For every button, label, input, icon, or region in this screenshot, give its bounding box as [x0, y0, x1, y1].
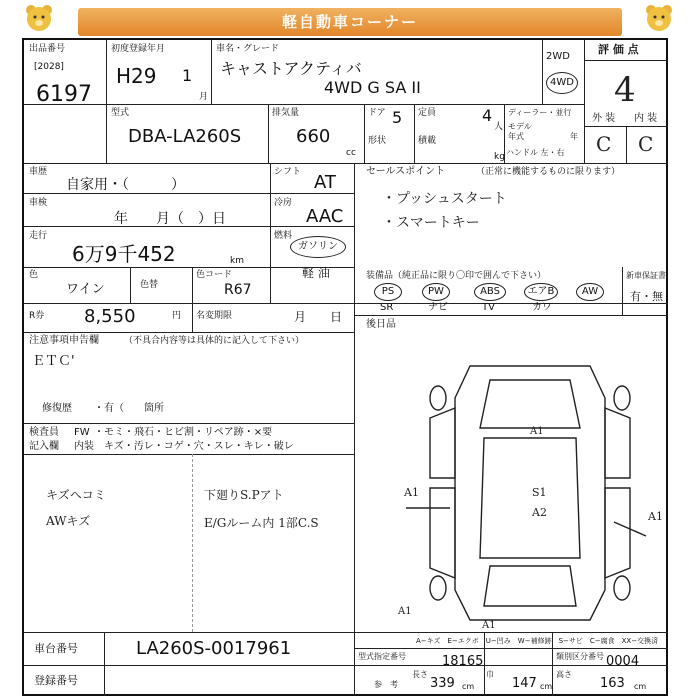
- diagram-mark-1: A1: [530, 426, 544, 437]
- equip-aw: AW: [576, 283, 604, 301]
- diagram-mark-s1: S1: [532, 486, 547, 499]
- lot-sub: [2028]: [34, 62, 64, 72]
- check-interior: 内装: [74, 441, 94, 452]
- sales-line-1: ・プッシュスタート: [382, 191, 507, 207]
- inspector-note-left-2: AWキズ: [46, 514, 91, 528]
- equip-sr: SR: [380, 302, 394, 313]
- lot-number: 6197: [36, 82, 92, 107]
- ac-label: 冷房: [274, 198, 293, 208]
- mileage-label: 走行: [29, 231, 48, 241]
- fuel-label: 燃料: [274, 231, 293, 241]
- inspector-note-left-1: キズヘコミ: [46, 488, 106, 502]
- sales-note: （正常に機能するものに限ります）: [476, 167, 621, 177]
- equip-pw: PW: [422, 283, 450, 301]
- chassis-value: LA260S-0017961: [136, 638, 292, 659]
- dealer-model-label: モデル: [508, 122, 532, 131]
- wid-value: 147: [512, 676, 537, 691]
- header-title: 軽自動車コーナー: [281, 13, 418, 31]
- wid-label: 巾: [486, 670, 494, 679]
- fuel-diesel: 軽 油: [302, 266, 330, 280]
- int-label: 内 装: [634, 113, 658, 124]
- equip-leather: カワ: [532, 302, 552, 313]
- rating-score: 4: [614, 70, 636, 110]
- repair-label: 修復歴: [42, 403, 72, 414]
- inspector-note-right-2: E/Gルーム内 1部C.S: [204, 516, 319, 530]
- ac-value: AAC: [306, 206, 344, 227]
- shift-label: シフト: [274, 167, 302, 177]
- color-code-label: 色コード: [196, 270, 233, 280]
- reg-label: 登録番号: [34, 674, 78, 687]
- class-label: 類別区分番号: [556, 652, 604, 661]
- diagram-mark-a2: A2: [532, 506, 547, 519]
- class-value: 0004: [606, 654, 640, 669]
- type-value: 18165: [442, 654, 484, 669]
- hei-value: 163: [600, 676, 625, 691]
- repair-value: ・有（ 箇所: [94, 403, 164, 414]
- handle-label: ハンドル 左・右: [506, 148, 565, 157]
- disp-unit: cc: [346, 148, 356, 158]
- notes-hint: （不具合内容等は具体的に記入して下さい）: [124, 336, 305, 346]
- capacity-unit: 人: [494, 122, 504, 132]
- auction-sheet: [22, 38, 668, 696]
- car-label: 車名・グレード: [216, 44, 280, 54]
- disp-label: 排気量: [272, 108, 300, 118]
- hei-unit: cm: [634, 682, 647, 691]
- bear-logo-right: [642, 2, 676, 36]
- int-score: C: [638, 132, 654, 156]
- warranty-label: 新車保証書: [626, 271, 666, 280]
- dealer-year-unit: 年: [570, 132, 578, 141]
- equip-tv: TV: [482, 302, 495, 313]
- notes-label: 注意事項申告欄: [29, 335, 99, 346]
- spec-ref: 参 考: [374, 680, 398, 689]
- disp-value: 660: [296, 126, 331, 147]
- inspection-value: 年 月（ ）日: [114, 211, 226, 227]
- car-name: キャストアクティバ: [220, 59, 362, 78]
- notes-text: ＥＴＣ': [32, 354, 75, 369]
- len-unit: cm: [462, 682, 475, 691]
- chassis-label: 車台番号: [34, 642, 78, 655]
- drive-2wd-label: 2WD: [546, 51, 570, 62]
- diagram-legend: A−キズ E−エクボ U−凹み W−補修跡 S−サビ C−腐食 XX−交換済: [416, 637, 659, 645]
- warranty-value: 有・無: [630, 290, 663, 303]
- bear-logo-left: [22, 2, 56, 36]
- name-change-value: 月 日: [294, 310, 343, 324]
- doors-label: ドア: [368, 108, 386, 118]
- shape-label: 形状: [368, 136, 387, 146]
- doors-value: 5: [392, 108, 403, 127]
- recycle-value: 8,550: [84, 306, 136, 327]
- equip-abs: ABS: [474, 283, 506, 301]
- mileage-value: 6万9千452: [72, 242, 176, 266]
- car-damage-diagram: [400, 358, 660, 630]
- type-label: 型式指定番号: [358, 652, 406, 661]
- mileage-unit: km: [230, 256, 244, 266]
- header-bar: [78, 8, 622, 36]
- first-reg-unit: 月: [199, 92, 209, 102]
- color-value: ワイン: [66, 282, 105, 297]
- lot-label: 出品番号: [29, 44, 66, 54]
- recycle-label: R券: [29, 311, 45, 321]
- first-reg-era: H29: [116, 64, 157, 88]
- model-label: 型式: [111, 108, 130, 118]
- dealer-year-label: 年式: [508, 132, 524, 141]
- rear-label: 後日品: [366, 319, 396, 330]
- diagram-mark-3: A1: [648, 510, 663, 523]
- color-label: 色: [29, 270, 39, 280]
- capacity-label: 定員: [418, 108, 437, 118]
- equip-label: 装備品（純正品に限り〇印で囲んで下さい）: [366, 271, 547, 281]
- diagram-mark-2: A1: [404, 486, 419, 499]
- usage-value: 自家用・（ ）: [66, 177, 185, 193]
- diagram-mark-4: A1: [398, 606, 412, 617]
- color-code: R67: [224, 282, 252, 298]
- shift-value: AT: [314, 172, 336, 193]
- first-reg-month: 1: [182, 66, 193, 85]
- equip-ps: PS: [374, 283, 402, 301]
- name-change-label: 名変期限: [196, 311, 233, 321]
- load-label: 積載: [418, 136, 437, 146]
- check-row-1: ・モミ・飛石・ヒビ割・リペア跡・×要: [94, 427, 273, 438]
- car-grade: 4WD G SA II: [324, 78, 421, 97]
- equip-navi: ナビ: [428, 302, 448, 313]
- recycle-unit: 円: [172, 311, 182, 321]
- fuel-gas-circle: ガソリン: [290, 236, 346, 258]
- sales-line-2: ・スマートキー: [382, 215, 480, 231]
- drive-4wd-circle: 4WD: [546, 72, 578, 94]
- inspector-note-right-1: 下廻りS.Pアト: [204, 488, 284, 502]
- color-change-label: 色替: [140, 280, 159, 290]
- capacity-value: 4: [482, 106, 493, 125]
- first-reg-label: 初度登録年月: [111, 44, 166, 54]
- hei-label: 高さ: [556, 670, 572, 679]
- check-label-2: 記入欄: [29, 441, 59, 452]
- dealer-label: ディーラー・並行: [508, 108, 572, 117]
- inspection-label: 車検: [29, 198, 48, 208]
- sales-label: セールスポイント: [366, 166, 446, 177]
- equip-airbag: エアB: [524, 283, 558, 301]
- usage-label: 車歴: [29, 167, 48, 177]
- diagram-mark-5: A1: [482, 620, 496, 631]
- wid-unit: cm: [540, 682, 553, 691]
- model-value: DBA-LA260S: [128, 126, 242, 147]
- load-unit: kg: [494, 152, 505, 162]
- check-fw: FW: [74, 427, 90, 438]
- len-value: 339: [430, 676, 455, 691]
- check-label-1: 検査員: [29, 427, 59, 438]
- rating-label: 評 価 点: [598, 43, 639, 56]
- check-row-2: キズ・汚レ・コゲ・穴・スレ・キレ・破レ: [104, 441, 294, 452]
- ext-score: C: [596, 132, 612, 156]
- len-label: 長さ: [412, 670, 428, 679]
- ext-label: 外 装: [592, 113, 616, 124]
